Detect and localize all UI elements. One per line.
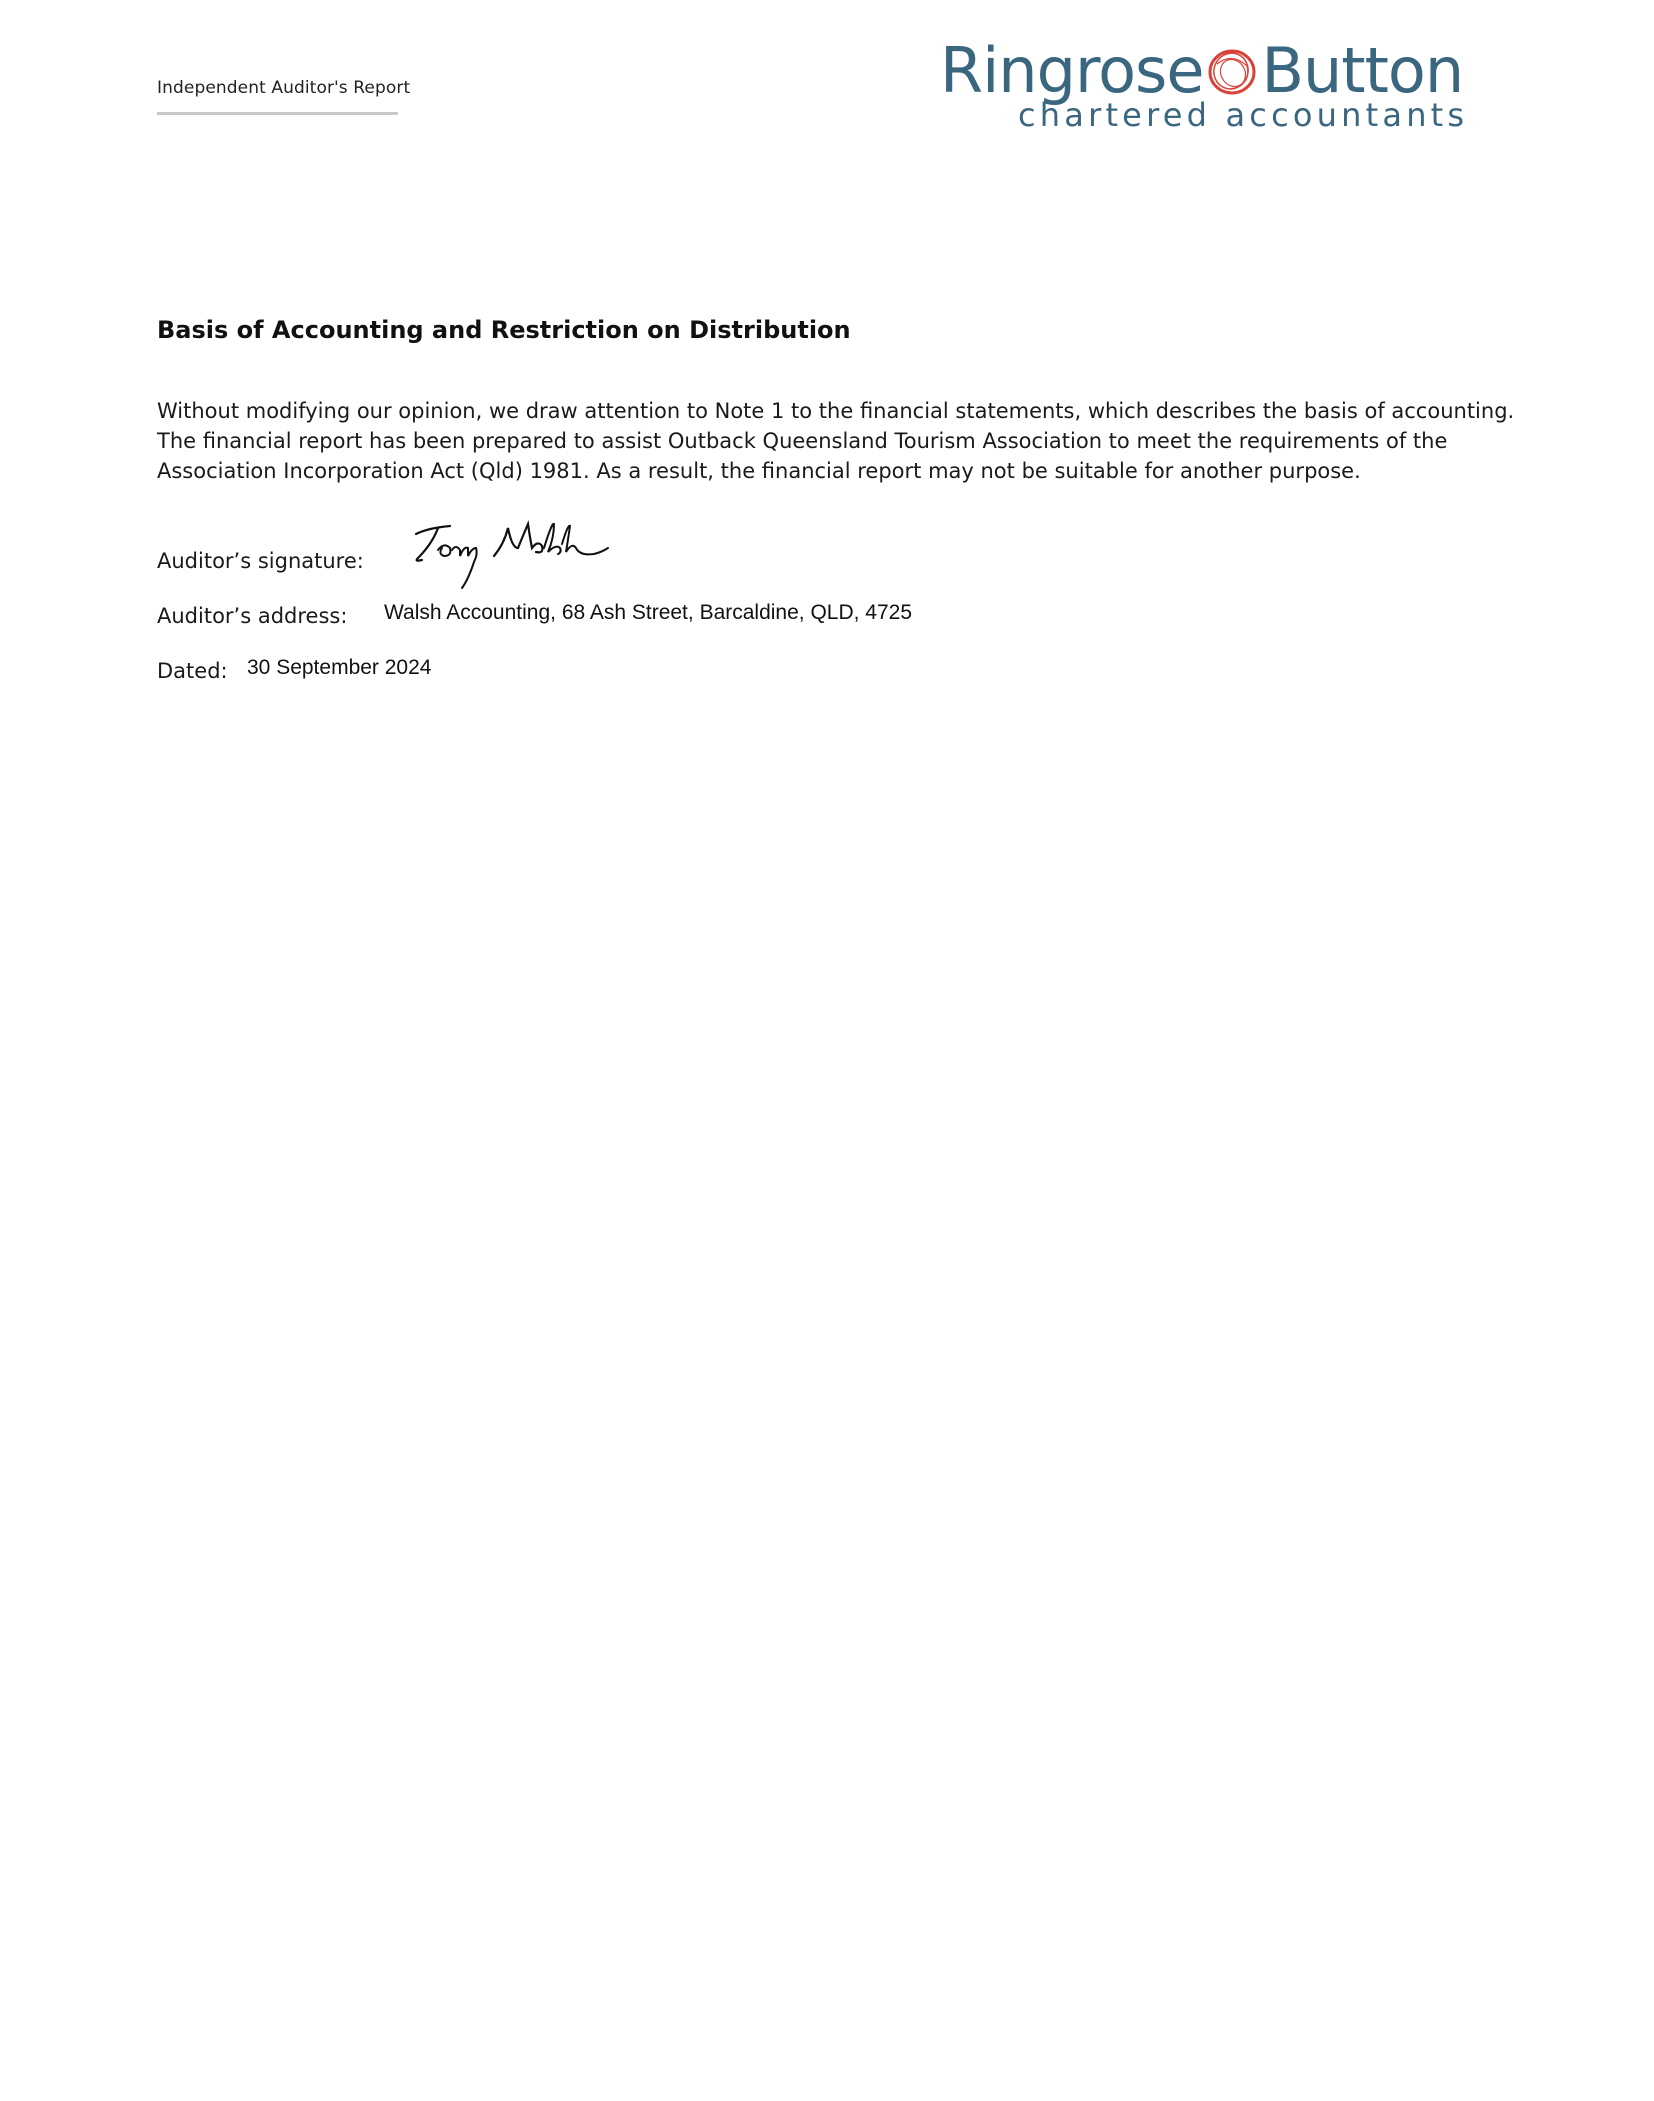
handwritten-signature [408,518,618,598]
paragraph-line: Without modifying our opinion, we draw attention to Note 1 to the financial statements, which describes the basis of accounting. [157,399,1515,423]
section-title: Basis of Accounting and Restriction on Distribution [157,316,851,344]
address-label: Auditor’s address: [157,604,348,628]
firm-logo [940,36,1500,136]
report-header-label: Independent Auditor's Report [157,78,411,98]
signature-label: Auditor’s signature: [157,549,364,573]
paragraph-line: Association Incorporation Act (Qld) 1981. As a result, the financial report may not be suitable for another purpose. [157,459,1361,483]
address-value: Walsh Accounting, 68 Ash Street, Barcaldine, QLD, 4725 [384,601,913,624]
logo-tagline: chartered accountants [1018,96,1469,134]
logo-name-right: Button [1261,34,1464,107]
header-divider [157,112,398,115]
paragraph-line: The financial report has been prepared to assist Outback Queensland Tourism Association to meet the requirements of the [157,429,1448,453]
dated-value: 30 September 2024 [247,656,432,679]
basis-paragraph [157,396,1515,486]
logo-name-left: Ringrose [940,34,1204,107]
scribble-circle-icon [1205,44,1259,98]
dated-label: Dated: [157,659,228,683]
